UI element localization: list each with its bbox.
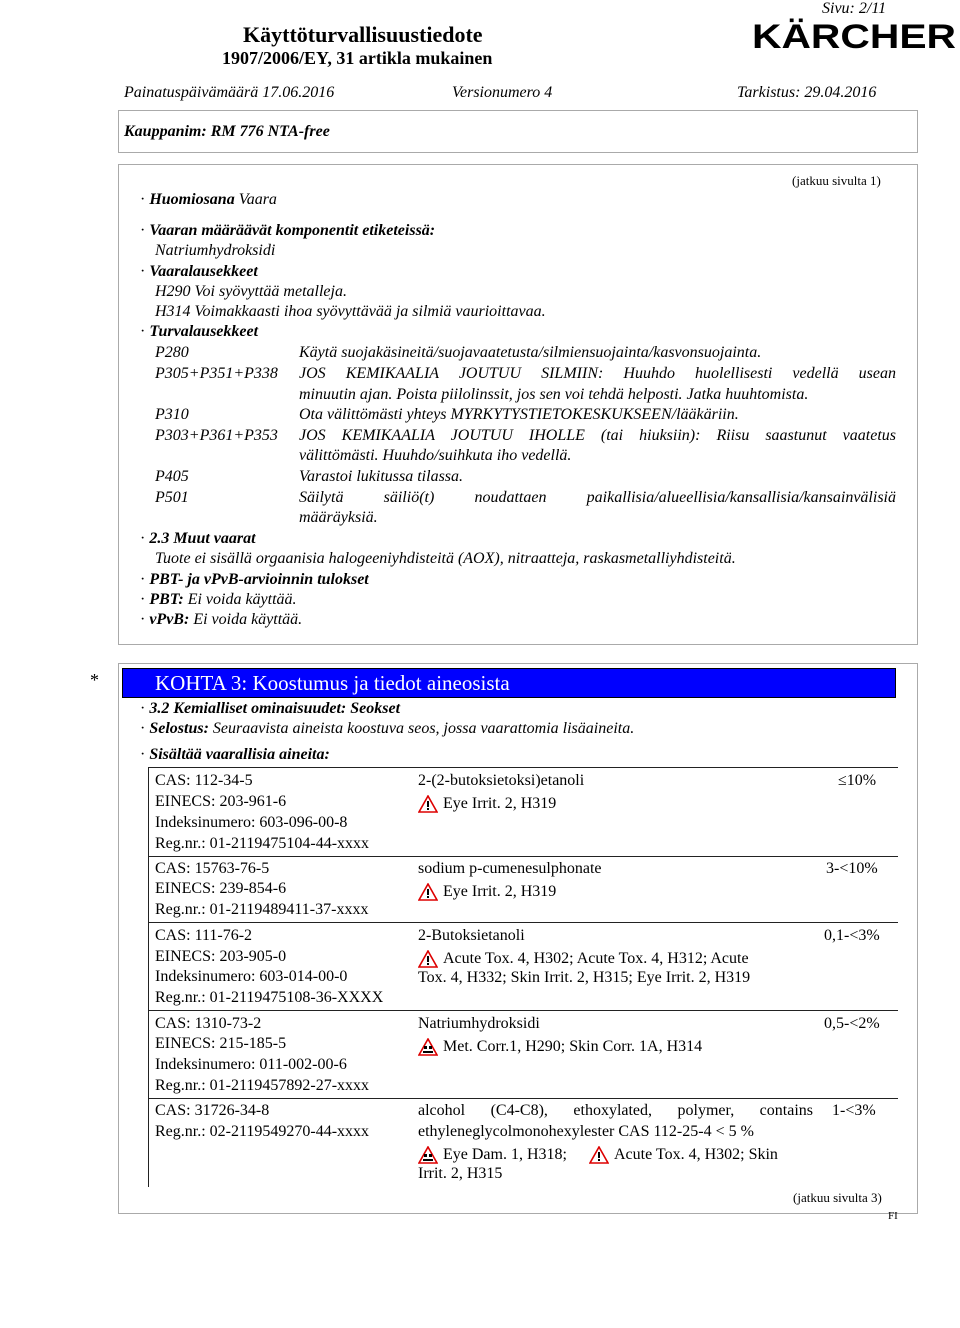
classification: Eye Irrit. 2, H319 xyxy=(443,795,557,812)
revision-date: Tarkistus: 29.04.2016 xyxy=(737,84,877,101)
substance-id: Reg.nr.: 01-2119475104-44-xxxx xyxy=(155,835,370,852)
row-divider xyxy=(148,922,898,923)
signal-word: · Huomiosana Vaara xyxy=(140,191,277,208)
section2-box-right xyxy=(917,164,918,644)
p-text: Ota välittömästi yhteys MYRKYTYSTIETOKESKUKSEEN/lääkäriin. xyxy=(299,406,739,423)
hazard-components-label: · Vaaran määräävät komponentit etiketeissä: xyxy=(140,222,436,239)
karcher-logo xyxy=(752,18,958,52)
section2-box-bottom xyxy=(118,644,918,645)
substance-id: CAS: 111-76-2 xyxy=(155,927,253,944)
section3-title: KOHTA 3: Koostumus ja tiedot aineosista xyxy=(155,671,510,695)
p-text: Käytä suojakäsineitä/suojavaatetusta/silmiensuojainta/kasvonsuojainta. xyxy=(299,344,762,361)
hazard-components-value: Natriumhydroksidi xyxy=(155,242,276,259)
hazard-statements-label: · Vaaralausekkeet xyxy=(140,263,258,280)
document-title: Käyttöturvallisuustiedote xyxy=(243,22,483,47)
substance-name: alcohol (C4-C8), ethoxylated, polymer, contains xyxy=(418,1102,813,1119)
header-divider xyxy=(118,110,918,111)
other-hazards-label: · 2.3 Muut vaarat xyxy=(140,530,256,547)
concentration: 3-<10% xyxy=(826,860,878,877)
row-divider xyxy=(148,1010,898,1011)
p-text: määräyksiä. xyxy=(299,509,378,526)
regulation-subtitle: 1907/2006/EY, 31 artikla mukainen xyxy=(222,48,493,68)
p-code: P303+P361+P353 xyxy=(155,427,278,444)
substance-id: CAS: 1310-73-2 xyxy=(155,1015,262,1032)
other-hazards-text: Tuote ei sisällä orgaanisia halogeeniyhdisteitä (AOX), nitraatteja, raskasmetalliyhdisteitä. xyxy=(155,550,736,567)
p-code: P280 xyxy=(155,344,189,361)
section3-box-bottom xyxy=(118,1213,918,1214)
trade-name: Kauppanim: RM 776 NTA-free xyxy=(124,123,330,140)
substance-name: sodium p-cumenesulphonate xyxy=(418,860,602,877)
change-marker: * xyxy=(90,670,99,690)
substance-id: Reg.nr.: 02-2119549270-44-xxxx xyxy=(155,1123,370,1140)
p-text: minuutin ajan. Poista piilolinssit, jos sen voi tehdä helposti. Jatka huuhtomista. xyxy=(299,386,809,403)
substance-id: Indeksinumero: 603-014-00-0 xyxy=(155,968,348,985)
concentration: ≤10% xyxy=(838,772,877,789)
exclamation-hazard-icon xyxy=(418,950,438,968)
substance-name: 2-Butoksietanoli xyxy=(418,927,525,944)
classification: Met. Corr.1, H290; Skin Corr. 1A, H314 xyxy=(443,1038,703,1055)
concentration: 1-<3% xyxy=(832,1102,876,1119)
p-text: Varastoi lukitussa tilassa. xyxy=(299,468,464,485)
p-text: välittömästi. Huuhdo/suihkuta iho vedellä. xyxy=(299,447,572,464)
p-code: P501 xyxy=(155,489,189,506)
classification: Tox. 4, H332; Skin Irrit. 2, H315; Eye Irrit. 2, H319 xyxy=(418,969,751,986)
trade-box-right xyxy=(917,110,918,152)
p-code: P305+P351+P338 xyxy=(155,365,278,382)
exclamation-hazard-icon xyxy=(418,883,438,901)
substance-id: EINECS: 215-185-5 xyxy=(155,1035,287,1052)
pbt-value: · PBT: Ei voida käyttää. xyxy=(140,591,297,608)
contains-label: · Sisältää vaarallisia aineita: xyxy=(140,746,330,763)
section3-box-left xyxy=(118,663,119,1213)
substance-id: EINECS: 203-905-0 xyxy=(155,948,287,965)
exclamation-hazard-icon xyxy=(418,795,438,813)
classification: Irrit. 2, H315 xyxy=(418,1165,503,1182)
concentration: 0,1-<3% xyxy=(824,927,880,944)
p-code: P405 xyxy=(155,468,189,485)
version-number: Versionumero 4 xyxy=(452,84,553,101)
row-divider xyxy=(148,856,898,857)
substance-id: CAS: 15763-76-5 xyxy=(155,860,270,877)
vpvb-value: · vPvB: Ei voida käyttää. xyxy=(140,611,303,628)
substance-name: Natriumhydroksidi xyxy=(418,1015,540,1032)
pbt-label: · PBT- ja vPvB-arvioinnin tulokset xyxy=(140,571,369,588)
exclamation-hazard-icon xyxy=(589,1146,609,1164)
hazard-statement: H290 Voi syövyttää metalleja. xyxy=(155,283,347,300)
substance-id: CAS: 31726-34-8 xyxy=(155,1102,270,1119)
language-code: FI xyxy=(888,1210,898,1222)
corrosion-hazard-icon xyxy=(418,1038,438,1056)
mixtures-label: · 3.2 Kemialliset ominaisuudet: Seokset xyxy=(140,700,401,717)
section3-header xyxy=(122,668,896,698)
trade-box-bottom xyxy=(118,152,918,153)
classification: Acute Tox. 4, H302; Acute Tox. 4, H312; Acute xyxy=(443,950,749,967)
print-date: Painatuspäivämäärä 17.06.2016 xyxy=(124,84,335,101)
row-divider xyxy=(148,1098,898,1099)
page-number: Sivu: 2/11 xyxy=(822,0,887,17)
p-text: JOS KEMIKAALIA JOUTUU SILMIIN: Huuhdo huolellisesti vedellä usean xyxy=(299,365,896,382)
substance-id: Reg.nr.: 01-2119475108-36-XXXX xyxy=(155,989,384,1006)
precautionary-label: · Turvalausekkeet xyxy=(140,323,259,340)
substance-id: Reg.nr.: 01-2119457892-27-xxxx xyxy=(155,1077,370,1094)
classification: Eye Irrit. 2, H319 xyxy=(443,883,557,900)
substance-id: Indeksinumero: 603-096-00-8 xyxy=(155,814,348,831)
substance-name: 2-(2-butoksietoksi)etanoli xyxy=(418,772,585,789)
concentration: 0,5-<2% xyxy=(824,1015,880,1032)
brand-text: KÄRCHER xyxy=(752,18,956,52)
classification: Acute Tox. 4, H302; Skin xyxy=(614,1146,778,1163)
section3-box-right xyxy=(917,663,918,1213)
hazard-statement: H314 Voimakkaasti ihoa syövyttävää ja silmiä vaurioittavaa. xyxy=(155,303,546,320)
substance-id: EINECS: 203-961-6 xyxy=(155,793,287,810)
substance-id: Reg.nr.: 01-2119489411-37-xxxx xyxy=(155,901,369,918)
substance-id: CAS: 112-34-5 xyxy=(155,772,253,789)
substance-id: Indeksinumero: 011-002-00-6 xyxy=(155,1056,347,1073)
section3-box-top xyxy=(118,663,918,664)
table-border-left xyxy=(148,767,149,1187)
corrosion-hazard-icon xyxy=(418,1146,438,1164)
description: · Selostus: Seuraavista aineista koostuva seos, jossa vaarattomia lisäaineita. xyxy=(140,720,635,737)
continued-to: (jatkuu sivulta 3) xyxy=(793,1190,882,1205)
p-text: Säilytä säiliö(t) noudattaen paikallisia/alueellisia/kansallisia/kansainvälisiä xyxy=(299,489,896,506)
section2-box-left xyxy=(118,164,119,644)
table-border xyxy=(148,767,898,768)
trade-box-left xyxy=(118,110,119,152)
p-code: P310 xyxy=(155,406,189,423)
substance-id: EINECS: 239-854-6 xyxy=(155,880,287,897)
classification: Eye Dam. 1, H318; xyxy=(443,1146,567,1163)
section2-box-top xyxy=(118,164,918,165)
substance-name: ethyleneglycolmonohexylester CAS 112-25-4 < 5 % xyxy=(418,1123,754,1140)
continued-from: (jatkuu sivulta 1) xyxy=(792,173,881,188)
p-text: JOS KEMIKAALIA JOUTUU IHOLLE (tai hiuksiin): Riisu saastunut vaatetus xyxy=(299,427,896,444)
